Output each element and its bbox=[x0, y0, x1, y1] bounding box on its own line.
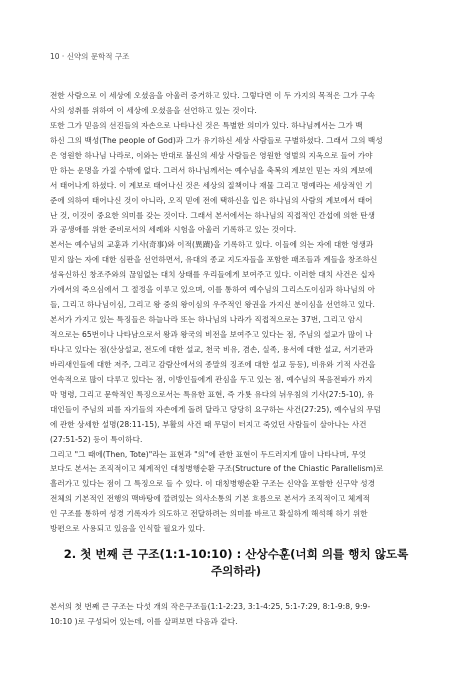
body-line: 에 관한 상세한 설명(28:11-15), 부활의 사건 때 무덤이 터지고 죽었던 사람들이 살아나는 사건 bbox=[50, 419, 367, 429]
section-heading-line-1: 2. 첫 번째 큰 구조(1:1-10:10) : 산상수훈(너희 의를 행치 않도록 bbox=[63, 547, 409, 561]
body-line: 사의 성취를 위하여 이 세상에 오셨음을 선언하고 있는 것이다. bbox=[50, 105, 257, 115]
body-line: 바리새인들에 대한 저주, 그리고 감람산에서의 종말의 징조에 대한 설교 등등), 비유와 기적 사건을 bbox=[50, 359, 376, 369]
body-line: 전체의 기본적인 전행의 맥바탕에 깔려있는 의사소통의 기본 흐름으로 본서가 조직적이고 체계적 bbox=[50, 494, 371, 504]
body-line: 전한 사람으로 이 세상에 오셨음을 아울러 증거하고 있다. 그렇다면 이 두 가지의 목적은 그가 구속 bbox=[50, 91, 375, 100]
body-line: 인 구조를 통하여 성경 기록자가 의도하고 전달하려는 의미를 바르고 확실하게 해석해 하기 위한 bbox=[50, 509, 368, 519]
body-line: 믿지 않는 자에 대한 심판을 선언하면서, 유대의 종교 지도자들을 포함한 패조들과 계들을 창조하신 bbox=[50, 255, 378, 265]
body-line: 서 태어나게 하셨다. 이 계보로 태어나신 것은 세상의 질책이나 재물 그리고 명예라는 세상적인 기 bbox=[50, 180, 373, 190]
body-text bbox=[50, 89, 422, 537]
body-line: (27:51-52) 등이 특이하다. bbox=[50, 434, 143, 444]
body-line: 하신 그의 백성(The people of God)과 그가 유기하신 세상 사람들로 구별하셨다. 그래서 그의 백성 bbox=[50, 135, 383, 145]
body-line: 본서가 가지고 있는 특징들은 하늘나라 또는 하나님의 나라가 직접적으로는 37번, 그리고 암시 bbox=[50, 315, 363, 325]
section-heading bbox=[50, 546, 422, 580]
body-line: 준에 의하여 태어나신 것이 아니라, 오직 믿에 전에 택하신을 입은 하나님의 사람의 계보에서 태어 bbox=[50, 195, 373, 205]
body-line: 그리고 "그 때에(Then, Tote)"라는 표현과 "의"에 관한 표현이 두드러지게 많이 나타나며, 무엇 bbox=[50, 449, 367, 459]
body-line: 들, 그리고 하나님이심, 그리고 왕 중의 왕이심의 우주적인 왕권을 가지신 분이심을 선언하고 있다. bbox=[50, 300, 375, 310]
body-line: 과 공생애를 위한 준비로서의 세례와 시험을 아울러 기록하고 있는 것이다. bbox=[50, 225, 297, 235]
body-line: 적으로는 65번이나 나타남으로서 왕과 왕국의 비전을 보여주고 있다는 점, 주님의 설교가 많이 나 bbox=[50, 330, 373, 339]
body-line: 막 명령, 그리고 문학적인 특징으로서는 특유한 표현, 즉 가룟 유다의 뉘우침의 기사(27:5-10), 유 bbox=[50, 389, 374, 399]
body-line: 대인들이 주님의 피를 자기들의 자손에게 돌려 달라고 당당히 요구하는 사건(27:25), 예수님의 무덤 bbox=[50, 404, 381, 414]
body-line: 타나고 있다는 점(산상설교, 전도에 대한 설교, 천국 비유, 겸손, 실족, 용서에 대한 설교, 서기관과 bbox=[50, 344, 374, 354]
body-line: 본서의 첫 번째 큰 구조는 다섯 개의 작은구조들(1:1-2:23, 3:1-4:25, 5:1-7:29, 8:1-9:8, 9:9- bbox=[50, 602, 371, 611]
body-line: 은 영원한 하나님 나라로, 이와는 반대로 불신의 세상 사람들은 영원한 영벌의 지옥으로 들어 가야 bbox=[50, 150, 373, 160]
body-line: 만 하는 운명을 가질 수밖에 없다. 그러서 하나님께서는 예수님을 축복의 계보인 믿는 자의 계보에 bbox=[50, 165, 373, 175]
body-line: 연속적으로 많이 다루고 있다는 점, 이방인들에게 관심을 두고 있는 점, 예수님의 복음전파가 까지 bbox=[50, 374, 373, 384]
section-intro-text bbox=[50, 600, 422, 630]
body-line: 방편으로 사용되고 있음을 인식할 필요가 있다. bbox=[50, 524, 206, 534]
body-line: 흘러가고 있다는 점이 그 특징으로 들 수 있다. 이 대칭병행순환 구조는 신약을 포함한 신구약 성경 bbox=[50, 479, 375, 489]
section-heading-line-2: 주의하라) bbox=[210, 564, 262, 578]
body-line: 난 것, 이것이 중요한 의미를 갖는 것이다. 그래서 본서에서는 하나님의 직접적인 간섭에 의한 탄생 bbox=[50, 210, 375, 220]
body-line: 10:10 )로 구성되어 있는데, 이를 살펴보면 다음과 같다. bbox=[50, 616, 238, 626]
running-head: 10 · 신약의 문학적 구조 bbox=[50, 52, 130, 61]
body-line: 성육신하신 창조주와의 끊임없는 대치 상태를 우리들에게 보여주고 있다. 이러한 대치 사건은 십자 bbox=[50, 270, 375, 280]
body-line: 보다도 본서는 조직적이고 체계적인 대칭병행순환 구조(Structure of the Chiastic Parallelism)로 bbox=[50, 464, 384, 474]
body-line: 또한 그가 믿음의 선진들의 자손으로 나타나신 것은 특별한 의미가 있다. 하나님께서는 그가 백 bbox=[50, 120, 363, 130]
body-line: 가에서의 죽으심에서 그 절정을 이루고 있으며, 이를 통하여 예수님의 그리스도이심과 하나님의 아 bbox=[50, 285, 375, 295]
body-line: 본서는 예수님의 교훈과 기사(奇事)와 이적(異蹟)을 기록하고 있다. 이들에 의는 자에 대한 영생과 bbox=[50, 240, 374, 250]
